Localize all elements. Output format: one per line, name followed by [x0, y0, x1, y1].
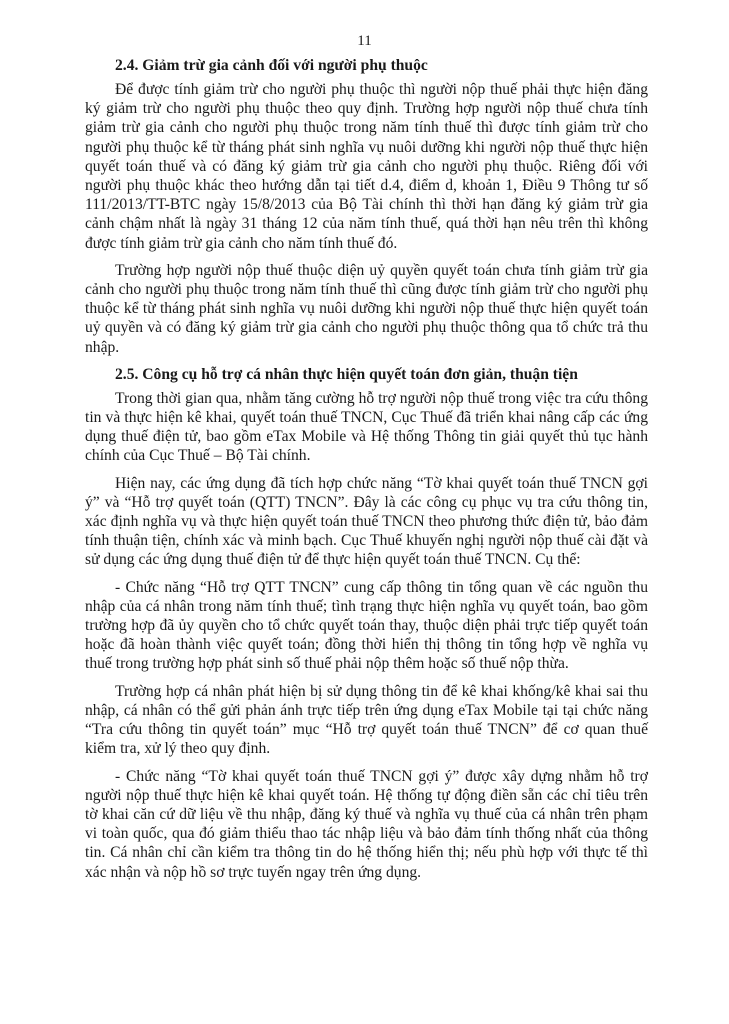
document-body	[85, 56, 648, 890]
paragraph: Trường hợp cá nhân phát hiện bị sử dụng thông tin để kê khai khống/kê khai sai thu nhập, cá nhân có thể gửi phản ánh trực tiếp trên ứng dụng eTax Mobile tại tại chức năng “Tra cứu thông tin quyết toán” mục “Hỗ trợ quyết toán thuế TNCN” để cơ quan thuế kiểm tra, xử lý theo quy định.	[85, 682, 648, 758]
paragraph: Trường hợp người nộp thuế thuộc diện uỷ quyền quyết toán chưa tính giảm trừ gia cảnh cho người phụ thuộc trong năm tính thuế thì cũng được tính giảm trừ cho người phụ thuộc kể từ tháng phát sinh nghĩa vụ nuôi dưỡng khi người nộp thuế thực hiện quyết toán uỷ quyền và có đăng ký giảm trừ gia cảnh cho người phụ thuộc thông qua tổ chức trả thu nhập.	[85, 261, 648, 356]
section-heading-2-5: 2.5. Công cụ hỗ trợ cá nhân thực hiện quyết toán đơn giản, thuận tiện	[115, 365, 578, 383]
paragraph: Hiện nay, các ứng dụng đã tích hợp chức năng “Tờ khai quyết toán thuế TNCN gợi ý” và “Hỗ trợ quyết toán (QTT) TNCN”. Đây là các công cụ phục vụ tra cứu thông tin, xác định nghĩa vụ và thực hiện quyết toán thuế TNCN theo phương thức điện tử, bảo đảm tính thuận tiện, chính xác và minh bạch. Cục Thuế khuyến nghị người nộp thuế cài đặt và sử dụng các ứng dụng thuế điện tử để thực hiện quyết toán thuế TNCN. Cụ thể:	[85, 474, 648, 569]
bullet-paragraph: - Chức năng “Tờ khai quyết toán thuế TNCN gợi ý” được xây dựng nhằm hỗ trợ người nộp thuế thực hiện kê khai quyết toán. Hệ thống tự động điền sẵn các chỉ tiêu trên tờ khai căn cứ dữ liệu về thu nhập, đăng ký thuế và nghĩa vụ thuế của cá nhân trên phạm vi toàn quốc, qua đó giảm thiểu thao tác nhập liệu và bảo đảm tính thống nhất của thông tin. Cá nhân chỉ cần kiểm tra thông tin do hệ thống hiển thị; nếu phù hợp với thực tế thì xác nhận và nộp hồ sơ trực tuyến ngay trên ứng dụng.	[85, 767, 648, 881]
section-heading-2-4: 2.4. Giảm trừ gia cảnh đối với người phụ thuộc	[115, 57, 428, 74]
paragraph: Để được tính giảm trừ cho người phụ thuộc thì người nộp thuế phải thực hiện đăng ký giảm trừ cho người phụ thuộc theo quy định. Trường hợp người nộp thuế chưa tính giảm trừ gia cảnh cho người phụ thuộc trong năm tính thuế thì được tính giảm trừ cho người phụ thuộc kể từ tháng phát sinh nghĩa vụ nuôi dưỡng khi người nộp thuế thực hiện quyết toán thuế và có đăng ký giảm trừ gia cảnh cho người phụ thuộc. Riêng đối với người phụ thuộc khác theo hướng dẫn tại tiết d.4, điểm d, khoản 1, Điều 9 Thông tư số 111/2013/TT-BTC ngày 15/8/2013 của Bộ Tài chính thì thời hạn đăng ký giảm trừ gia cảnh chậm nhất là ngày 31 tháng 12 của năm tính thuế, quá thời hạn nêu trên thì không được tính giảm trừ gia cảnh cho năm tính thuế đó.	[85, 81, 648, 252]
page-number: 11	[357, 33, 372, 49]
paragraph: Trong thời gian qua, nhằm tăng cường hỗ trợ người nộp thuế trong việc tra cứu thông tin và thực hiện kê khai, quyết toán thuế TNCN, Cục Thuế đã triển khai nâng cấp các ứng dụng thuế điện tử, bao gồm eTax Mobile và Hệ thống Thông tin giải quyết thủ tục hành chính của Cục Thuế – Bộ Tài chính.	[85, 389, 648, 465]
bullet-paragraph: - Chức năng “Hỗ trợ QTT TNCN” cung cấp thông tin tổng quan về các nguồn thu nhập của cá nhân trong năm tính thuế; tình trạng thực hiện nghĩa vụ quyết toán, bao gồm trường hợp đã ủy quyền cho tổ chức quyết toán thay, thuộc diện phải trực tiếp quyết toán hoặc đã hoàn thành việc quyết toán; đồng thời hiển thị thông tin tổng hợp về nghĩa vụ thuế trong trường hợp phát sinh số thuế phải nộp thêm hoặc số thuế nộp thừa.	[85, 578, 648, 673]
